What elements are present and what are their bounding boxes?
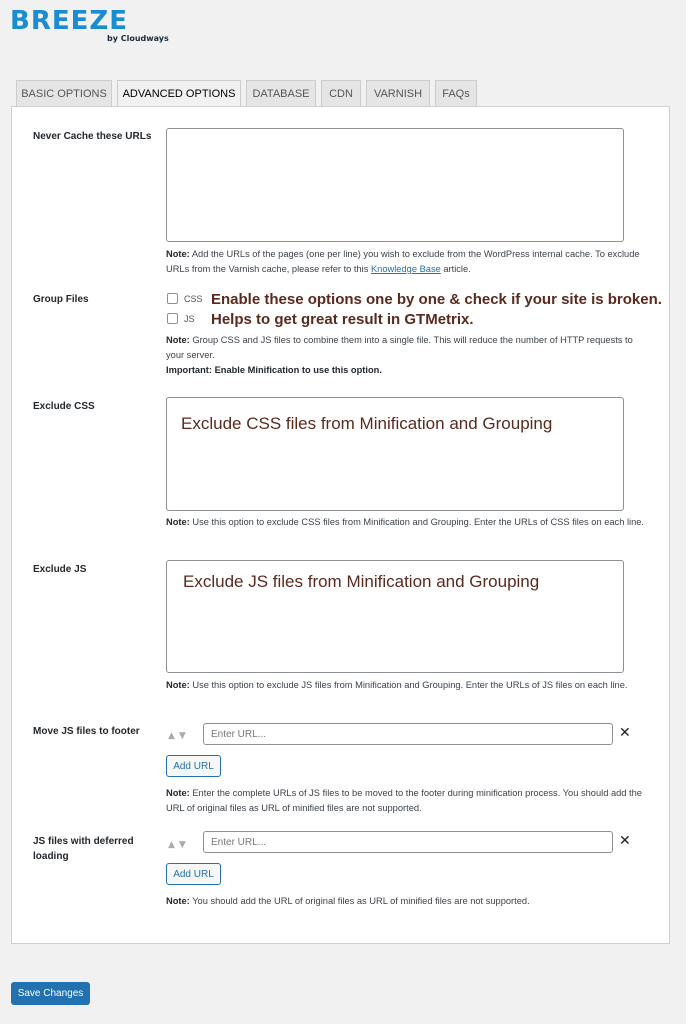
move-js-url-input[interactable]: Enter URL... [203,723,613,745]
close-icon[interactable]: ✕ [619,725,631,741]
move-js-footer-label: Move JS files to footer [33,726,140,737]
important-text: Enable Minification to use this option. [214,365,382,375]
tab-basic-options[interactable]: BASIC OPTIONS [16,80,112,106]
note-text: Enter the complete URLs of JS files to be moved to the footer during minification process. You should add the URL of original files as URL of minified files are not supported. [166,788,642,813]
note-text: Group CSS and JS files to combine them into a single file. This will reduce the number of HTTP requests to your server. [166,335,633,360]
js-checkbox[interactable] [167,313,178,324]
note-text: Use this option to exclude JS files from Minification and Grouping. Enter the URLs of JS files on each line. [192,680,628,690]
css-checkbox-label: CSS [184,294,203,304]
exclude-js-value: Exclude JS files from Minification and Grouping [183,572,540,591]
knowledge-base-link[interactable]: Knowledge Base [370,264,441,274]
deferred-js-url-input[interactable]: Enter URL... [203,831,613,853]
logo-byline: by Cloudways [107,34,169,43]
exclude-css-textarea[interactable] [166,397,624,511]
note-prefix: Note: [166,788,190,798]
deferred-js-label-line1: JS files with deferred [33,836,134,847]
note-prefix: Note: [166,335,190,345]
tab-advanced-options[interactable]: ADVANCED OPTIONS [117,80,241,107]
note-suffix: article. [443,264,471,274]
exclude-css-label: Exclude CSS [33,401,95,412]
exclude-js-note [166,678,646,693]
deferred-js-note [166,894,651,909]
tab-database[interactable]: DATABASE [246,80,316,106]
reorder-arrows-icon[interactable]: ▲▼ [168,731,190,741]
never-cache-textarea[interactable] [166,128,624,242]
important-prefix: Important: [166,365,212,375]
tab-varnish[interactable]: VARNISH [366,80,430,106]
css-checkbox[interactable] [167,293,178,304]
tab-cdn[interactable]: CDN [321,80,361,106]
exclude-css-value: Exclude CSS files from Minification and Grouping [181,414,553,433]
exclude-css-note [166,515,646,530]
group-files-label: Group Files [33,294,89,305]
reorder-arrows-icon[interactable]: ▲▼ [168,840,190,850]
note-text: Use this option to exclude CSS files from Minification and Grouping. Enter the URLs of CSS files on each line. [192,517,644,527]
note-prefix: Note: [166,896,190,906]
never-cache-label: Never Cache these URLs [33,131,152,142]
annotation-line-1: Enable these options one by one & check if your site is broken. [211,291,662,308]
group-files-note [166,333,646,378]
exclude-js-textarea[interactable] [166,560,624,673]
note-text: You should add the URL of original files as URL of minified files are not supported. [192,896,530,906]
tab-faqs[interactable]: FAQs [435,80,477,106]
note-text: Add the URLs of the pages (one per line) you wish to exclude from the WordPress internal cache. To exclude URLs from the Varnish cache, please refer to this [166,249,640,274]
close-icon[interactable]: ✕ [619,833,631,849]
note-prefix: Note: [166,249,190,259]
save-changes-button[interactable]: Save Changes [11,982,90,1005]
note-prefix: Note: [166,517,190,527]
note-prefix: Note: [166,680,190,690]
js-checkbox-label: JS [184,314,195,324]
deferred-js-label [33,834,134,864]
never-cache-note [166,247,646,277]
exclude-js-label: Exclude JS [33,564,87,575]
add-url-button[interactable]: Add URL [166,755,221,777]
add-url-button[interactable]: Add URL [166,863,221,885]
move-js-note [166,786,651,816]
annotation-line-2: Helps to get great result in GTMetrix. [211,311,474,328]
breeze-logo: BREEZE [10,6,128,36]
deferred-js-label-line2: loading [33,851,69,862]
